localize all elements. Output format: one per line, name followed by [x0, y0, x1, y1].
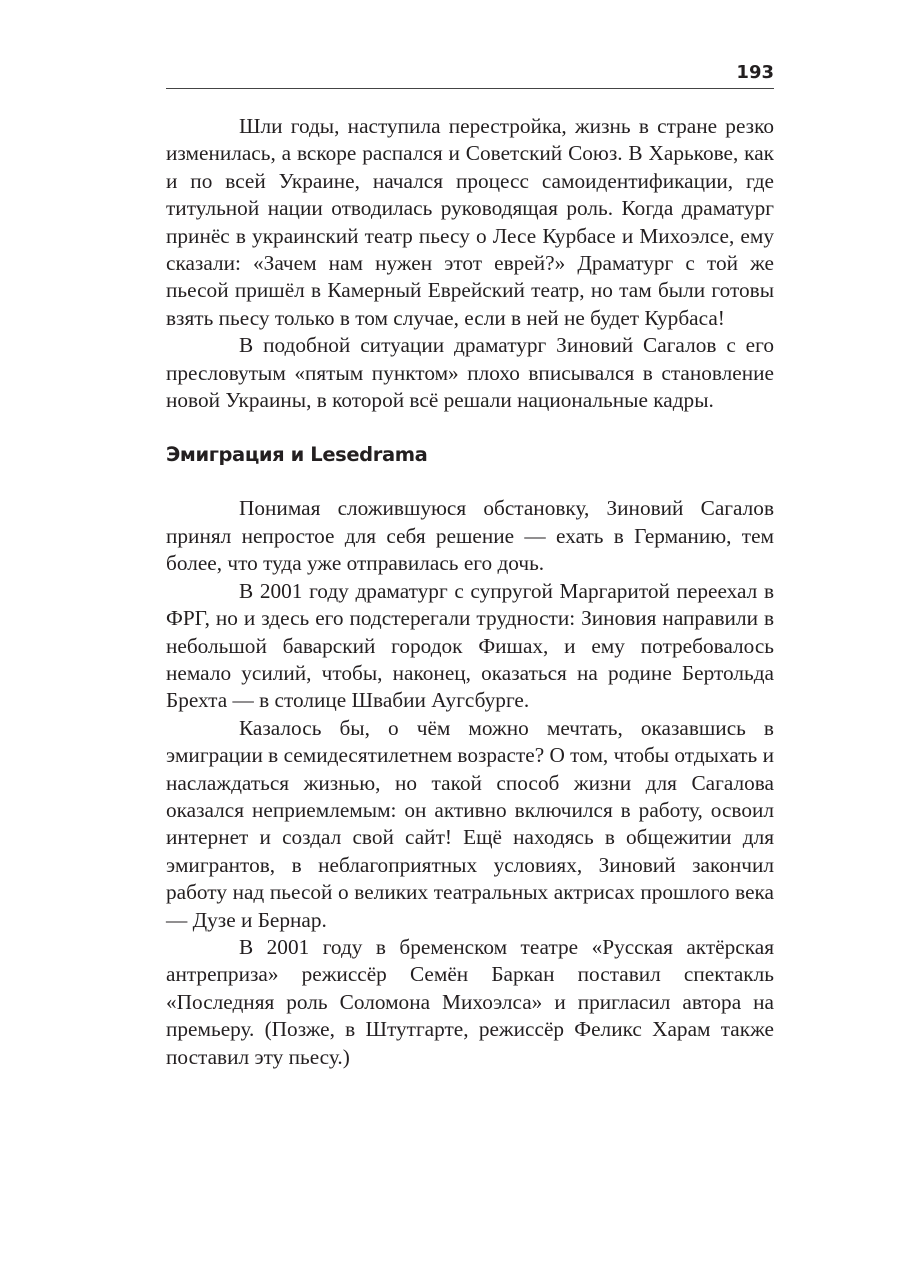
paragraph: В подобной ситуации драматург Зиновий Сагалов с его пресловутым «пятым пунктом» плохо вписывался в становление новой Украины, в которой всё решали национальные кадры. [166, 333, 774, 413]
section-heading: Эмиграция и Lesedrama [166, 443, 428, 467]
running-header [166, 62, 774, 89]
paragraph: Шли годы, наступила перестройка, жизнь в стране резко изменилась, а вскоре распался и Советский Союз. В Харькове, как и по всей Украине, начался процесс самоидентификации, где титульной нации отводилась руководящая роль. Когда драматург принёс в украинский театр пьесу о Лесе Курбасе и Михоэлсе, ему сказали: «Зачем нам нужен этот еврей?» Драматург с той же пьесой пришёл в Камерный Еврейский театр, но там были готовы взять пьесу только в том случае, если в ней не будет Курбаса! [166, 114, 774, 330]
paragraph: В 2001 году в бременском театре «Русская актёрская антреприза» режиссёр Семён Баркан поставил спектакль «Последняя роль Соломона Михоэлса» и пригласил автора на премьеру. (Позже, в Штутгарте, режиссёр Феликс Харам также поставил эту пьесу.) [166, 934, 774, 1069]
paragraph: В 2001 году драматург с супругой Маргаритой переехал в ФРГ, но и здесь его подстерегали трудности: Зиновия направили в небольшой баварский городок Фишах, и ему потребовалось немало усилий, чтобы, наконец, оказаться на родине Бертольда Брехта — в столице Швабии Аугсбурге. [166, 578, 774, 713]
page-body [166, 113, 774, 1071]
paragraph: Понимая сложившуюся обстановку, Зиновий Сагалов принял непростое для себя решение — ехать в Германию, тем более, что туда уже отправилась его дочь. [166, 496, 774, 576]
page-number: 193 [736, 62, 774, 83]
paragraph: Казалось бы, о чём можно мечтать, оказавшись в эмиграции в семидесятилетнем возрасте? О том, чтобы отдыхать и наслаждаться жизнью, но такой способ жизни для Сагалова оказался неприемлемым: он активно включился в работу, освоил интернет и создал свой сайт! Ещё находясь в общежитии для эмигрантов, в неблагоприятных условиях, Зиновий закончил работу над пьесой о великих театральных актрисах прошлого века — Дузе и Бернар. [166, 715, 774, 932]
